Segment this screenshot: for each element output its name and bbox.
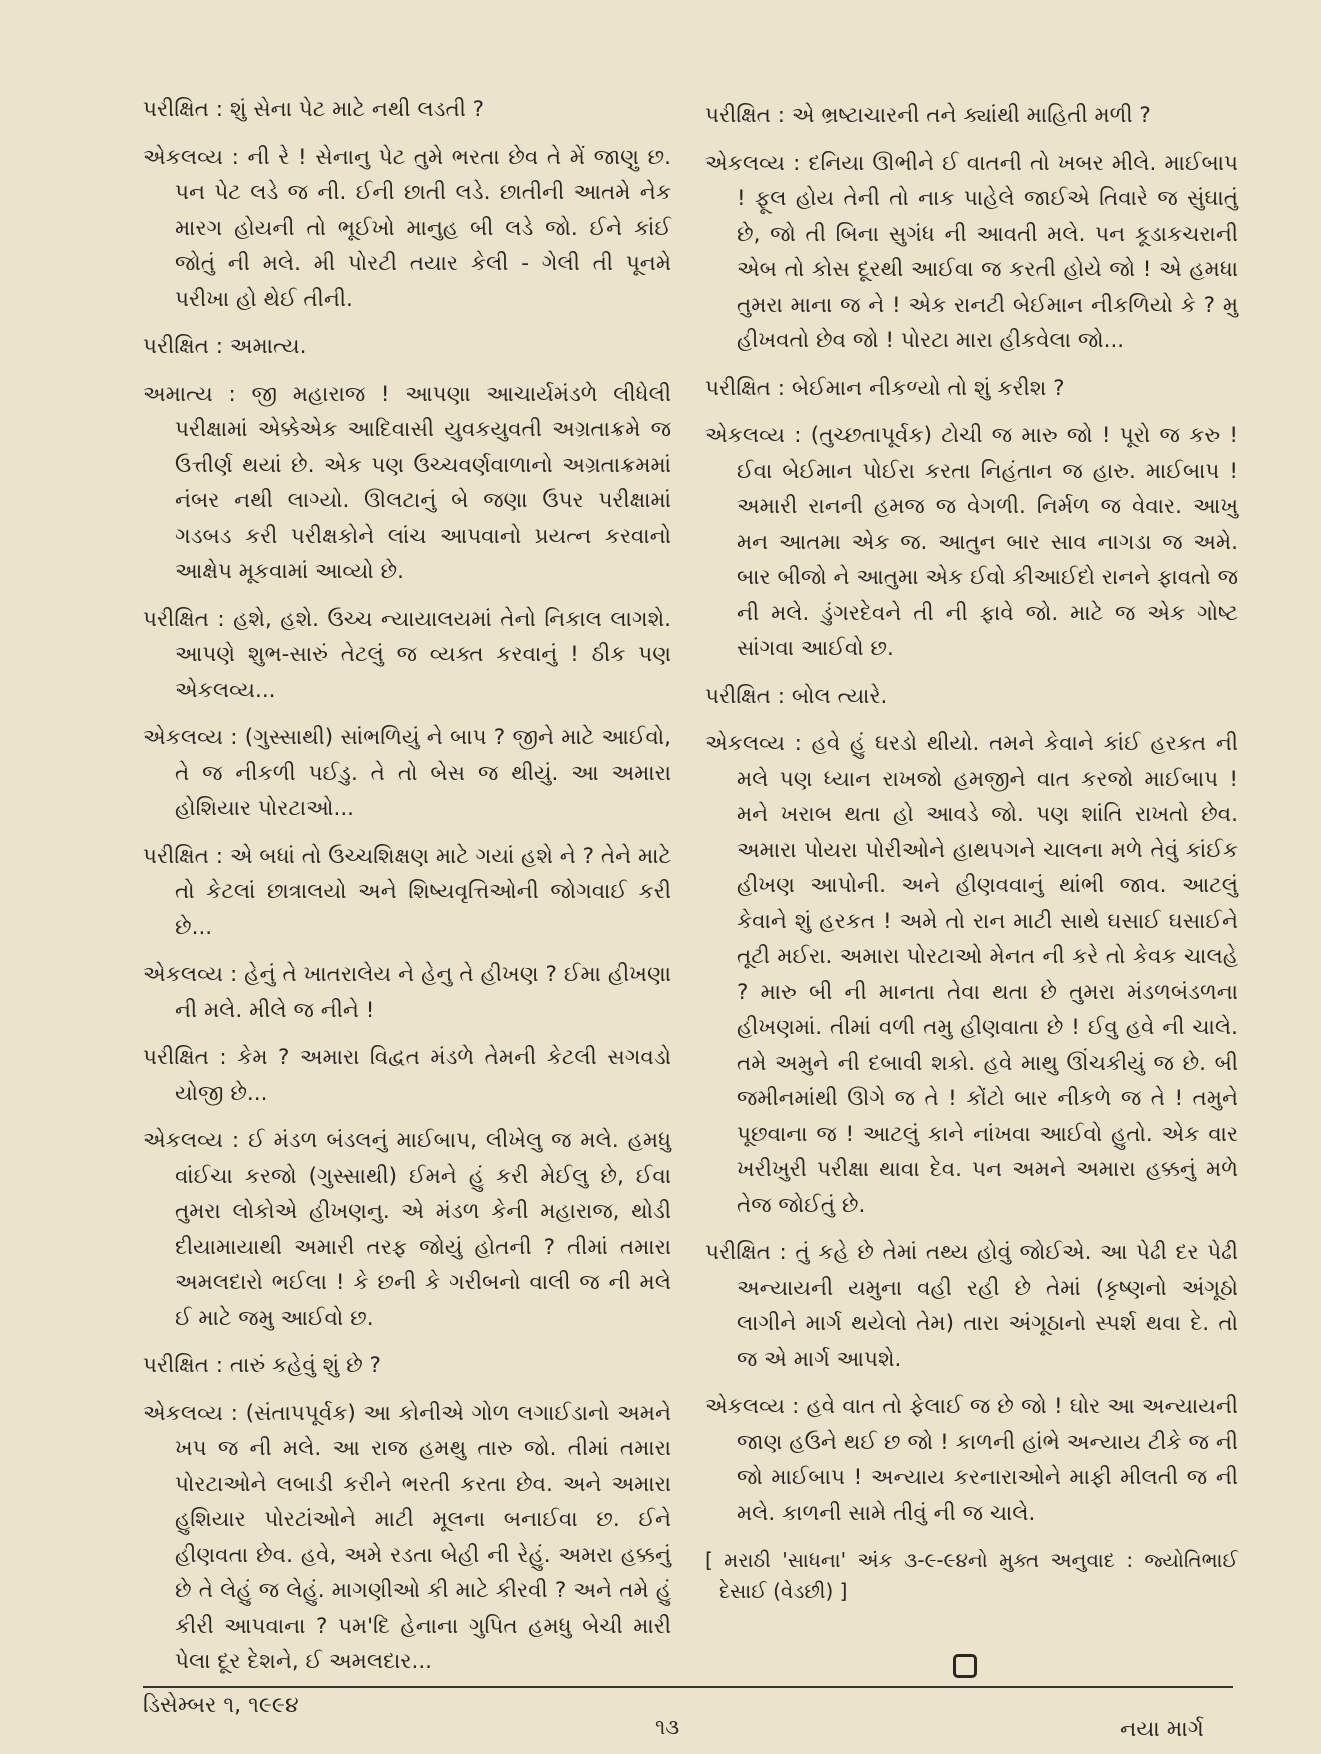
dialogue-paragraph: પરીક્ષિત : તારું કહેવું શું છે ? xyxy=(143,1353,381,1378)
dialogue-paragraph: એકલવ્ય : હવે વાત તો ફેલાઈ જ છે જો ! ઘોર આ અન્યાયની જાણ હઉને થઈ છ જો ! કાળની હાંભે અન્યાય ટીકે જ ની જો માઈબાપ ! અન્યાય કરનારાઓને માફી મીલતી જ ની મલે. કાળની સામે તીવું ની જ ચાલે. xyxy=(705,1394,1238,1526)
dialogue-paragraph: પરીક્ષિત : બોલ ત્યારે. xyxy=(705,683,888,709)
dialogue-paragraph: એકલવ્ય : દનિયા ઊભીને ઈ વાતની તો ખબર મીલે. માઈબાપ ! ફૂલ હોય તેની તો નાક પાહેલે જાઈએ તિવારે જ સુંઘાતું છે, જો તી બિના સુગંધ ની આવતી મલે. પન કૂડાકચરાની એબ તો કોસ દૂરથી આઈવા જ કરતી હોયે જો ! એ હમધા તુમરા માના જ ને ! એક રાનટી બેઈમાન નીકળિયો કે ? મુ હીખવતો છેવ જો ! પોરટા મારા હીકવેલા જો... xyxy=(705,150,1238,353)
journal-name: નયા માર્ગ xyxy=(1120,1717,1204,1742)
dialogue-paragraph: એકલવ્ય : (ગુસ્સાથી) સાંભળિયું ને બાપ ? જીને માટે આઈવો, તે જ નીકળી પઈડુ. તે તો બેસ જ થીયું. આ અમારા હોશિયાર પોરટાઓ... xyxy=(143,725,671,821)
dialogue-paragraph: પરીક્ષિત : એ બધાં તો ઉચ્ચશિક્ષણ માટે ગયાં હશે ને ? તેને માટે તો કેટલાં છાત્રાલયો અને શિષ્યવૃત્તિઓની જોગવાઈ કરી છે... xyxy=(143,843,671,940)
square-end-mark-icon xyxy=(953,1654,977,1678)
footer-divider xyxy=(143,1686,1233,1688)
dialogue-paragraph: એકલવ્ય : (સંતાપપૂર્વક) આ કોનીએ ગોળ લગાઈડાનો અમને ખપ જ ની મલે. આ રાજ હમથુ તારુ જો. તીમાં તમારા પોરટાઓને લબાડી કરીને ભરતી કરતા છેવ. અને અમારા હુશિયાર પોરટાંઓને માટી મૂલના બનાઈવા છ. ઈને હીણવતા છેવ. હવે, અમે રડતા બેહી ની રેહું. અમરા હક્કનું છે તે લેહું જ લેહું. માગણીઓ કી માટે કીરવી ? અને તમે હું કીરી આપવાના ? પમ'દિ હેનાના ગુપિત હમધુ બેચી મારી પેલા દૂર દેશને, ઈ અમલદાર... xyxy=(143,1400,671,1674)
dialogue-paragraph: અમાત્ય : જી મહારાજ ! આપણા આચાર્યમંડળે લીધેલી પરીક્ષામાં એક્કેએક આદિવાસી યુવકયુવતી અગ્રતાક્રમે જ ઉત્તીર્ણ થયાં છે. એક પણ ઉચ્ચવર્ણવાળાનો અગ્રતાક્રમમાં નંબર નથી લાગ્યો. ઊલટાનું બે જણા ઉપર પરીક્ષામાં ગડબડ કરી પરીક્ષકોને લાંચ આપવાનો પ્રયત્ન કરવાનો આક્ષેપ મૂકવામાં આવ્યો છે. xyxy=(143,381,671,584)
dialogue-paragraph: એકલવ્ય : હવે હું ઘરડો થીયો. તમને કેવાને કાંઈ હરકત ની મલે પણ ધ્યાન રાખજો હમજીને વાત કરજો માઈબાપ ! મને ખરાબ થતા હો આવડે જો. પણ શાંતિ રાખતો છેવ. અમારા પોયરા પોરીઓને હાથપગને ચાલના મળે તેવું કાંઈક હીખણ આપોની. અને હીણવવાનું થાંભી જાવ. આટલું કેવાને શું હરકત ! અમે તો રાન માટી સાથે ઘસાઈ ઘસાઈને તૂટી મઈરા. અમારા પોરટાઓ મેનત ની કરે તો કેવક ચાલહે ? મારુ બી ની માનતા તેવા થતા છે તુમરા મંડળબંડળના હીખણમાં. તીમાં વળી તમુ હીણવાતા છે ! ઈવુ હવે ની ચાલે. તમે અમુને ની દબાવી શકો. હવે માથુ ઊંચકીયું જ છે. બી જમીનમાંથી ઊગે જ તે ! કોંટો બાર નીકળે જ તે ! તમુને પૂછવાના જ ! આટલું કાને નાંખવા આઈવો હુતો. એક વાર ખરીખુરી પરીક્ષા થાવા દેવ. પન અમને અમારા હક્કનું મળે તેજ જોઈતું છે. xyxy=(705,731,1238,1218)
dialogue-paragraph: પરીક્ષિત : તું કહે છે તેમાં તથ્ય હોવું જોઈએ. આ પેઢી દર પેઢી અન્યાયની યમુના વહી રહી છે તેમાં (કૃષ્ણનો અંગૂઠો લાગીને માર્ગ થયેલો તેમ) તારા અંગૂઠાનો સ્પર્શ થવા દે. તો જ એ માર્ગ આપશે. xyxy=(705,1240,1238,1372)
page-number: ૧૩ xyxy=(655,1715,680,1739)
dialogue-paragraph: પરીક્ષિત : હશે, હશે. ઉચ્ચ ન્યાયાલયમાં તેનો નિકાલ લાગશે. આપણે શુભ-સારું તેટલું જ વ્યક્ત કરવાનું ! ઠીક પણ એકલવ્ય... xyxy=(143,606,671,703)
dialogue-paragraph: પરીક્ષિત : શું સેના પેટ માટે નથી લડતી ? xyxy=(143,97,485,122)
dialogue-paragraph: એકલવ્ય : ની રે ! સેનાનુ પેટ તુમે ભરતા છેવ તે મેં જાણુ છ. પન પેટ લડે જ ની. ઈની છાતી લડે. છાતીની આતમે નેક મારગ હોયની તો ભૂઈખો માનુહ બી લડે જો. ઈને કાંઈ જોતું ની મલે. મી પોરટી તયાર કેલી - ગેલી તી પૂનમે પરીખા હો થેઈ તીની. xyxy=(143,144,671,312)
dialogue-paragraph: પરીક્ષિત : બેઈમાન નીકળ્યો તો શું કરીશ ? xyxy=(705,375,1065,401)
footer-date: ડિસેમ્બર ૧, ૧૯૯૪ xyxy=(143,1693,299,1718)
left-column xyxy=(143,92,671,1692)
dialogue-paragraph: પરીક્ષિત : એ ભ્રષ્ટાચારની તને ક્યાંથી માહિતી મળી ? xyxy=(705,103,1151,128)
dialogue-paragraph: એકલવ્ય : હેનું તે ખાતરાલેય ને હેનુ તે હીખણ ? ઈમા હીખણા ની મલે. મીલે જ નીને ! xyxy=(143,962,671,1023)
right-column xyxy=(705,98,1238,1627)
dialogue-paragraph: એકલવ્ય : ઈ મંડળ બંડલનું માઈબાપ, લીખેલુ જ મલે. હમધુ વાંઈચા કરજો (ગુસ્સાથી) ઈમને હું કરી મેઈલુ છે, ઈવા તુમરા લોકોએ હીખણનુ. એ મંડળ કેની મહારાજ, થોડી દીયામાયાથી અમારી તરફ જોયું હોતની ? તીમાં તમારા અમલદારો ભઈલા ! કે છની કે ગરીબનો વાલી જ ની મલે ઈ માટે જમુ આઈવો છ. xyxy=(143,1128,671,1331)
translation-note: [ મરાઠી 'સાધના' અંક ૩-૯-૯૪નો મુક્ત અનુવાદ : જ્યોતિભાઈ દેસાઈ (વેડછી) ] xyxy=(705,1548,1238,1603)
dialogue-paragraph: પરીક્ષિત : અમાત્ય. xyxy=(143,334,307,359)
dialogue-paragraph: પરીક્ષિત : કેમ ? અમારા વિદ્વત મંડળે તેમની કેટલી સગવડો યોજી છે... xyxy=(143,1045,671,1106)
dialogue-paragraph: એકલવ્ય : (તુચ્છતાપૂર્વક) ટોચી જ મારુ જો ! પૂરો જ કરુ ! ઈવા બેઈમાન પોઈરા કરતા નિહંતાન જ હારુ. માઈબાપ ! અમારી રાનની હમજ જ વેગળી. નિર્મળ જ વેવાર. આખુ મન આતમા એક જ. આતુન બાર સાવ નાગડા જ અમે. બાર બીજો ને આતુમા એક ઈવો કીઆઈદો રાનને ફાવતો જ ની મલે. ડુંગરદેવને તી ની ફાવે જો. માટે જ એક ગોષ્ટ સાંગવા આઈવો છ. xyxy=(705,423,1238,661)
